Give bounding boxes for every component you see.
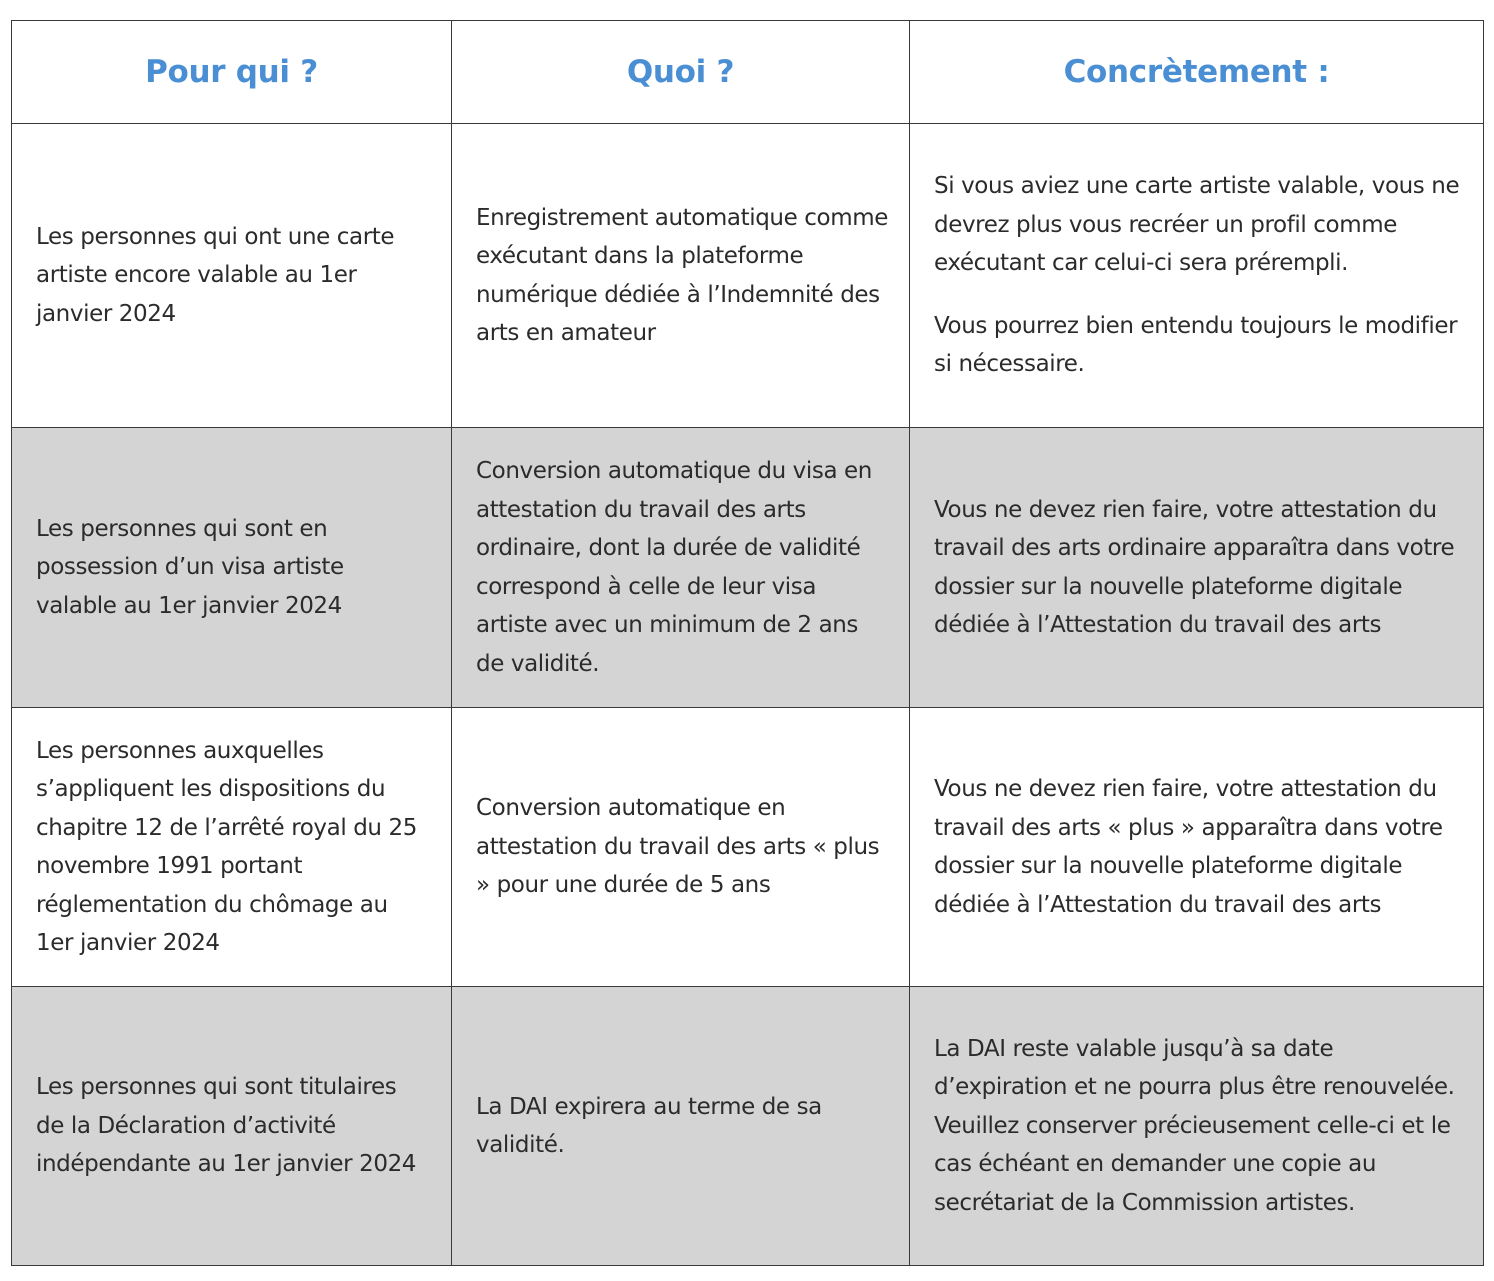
table-row xyxy=(12,428,1484,708)
cell-what: Enregistrement automatique comme exécutant dans la plateforme numérique dédiée à l’Indemnité des arts en amateur xyxy=(452,124,910,428)
table-row xyxy=(12,987,1484,1266)
paragraph: Si vous aviez une carte artiste valable, vous ne devrez plus vous recréer un profil comme exécutant car celui-ci sera prérempli. xyxy=(934,173,1460,277)
cell-concretely xyxy=(910,708,1484,987)
table-row xyxy=(12,124,1484,428)
header-concretely: Concrètement : xyxy=(910,21,1484,124)
paragraph: La DAI reste valable jusqu’à sa date d’expiration et ne pourra plus être renouvelée. Veuillez conserver précieusement celle-ci et le cas échéant en demander une copie au secrétariat de la Commission artistes. xyxy=(934,1035,1455,1216)
table-row xyxy=(12,708,1484,987)
cell-who: Les personnes auxquelles s’appliquent les dispositions du chapitre 12 de l’arrêté royal du 25 novembre 1991 portant réglementation du chômage au 1er janvier 2024 xyxy=(12,708,452,987)
paragraph: Vous pourrez bien entendu toujours le modifier si nécessaire. xyxy=(934,312,1458,378)
header-who: Pour qui ? xyxy=(12,21,452,124)
cell-what: Conversion automatique du visa en attestation du travail des arts ordinaire, dont la durée de validité correspond à celle de leur visa artiste avec un minimum de 2 ans de validité. xyxy=(452,428,910,708)
info-table xyxy=(11,20,1484,1266)
cell-who: Les personnes qui sont en possession d’un visa artiste valable au 1er janvier 2024 xyxy=(12,428,452,708)
paragraph: Vous ne devez rien faire, votre attestation du travail des arts ordinaire apparaîtra dans votre dossier sur la nouvelle plateforme digitale dédiée à l’Attestation du travail des arts xyxy=(934,496,1455,638)
cell-concretely xyxy=(910,428,1484,708)
cell-who: Les personnes qui sont titulaires de la Déclaration d’activité indépendante au 1er janvier 2024 xyxy=(12,987,452,1266)
cell-concretely xyxy=(910,124,1484,428)
cell-what: Conversion automatique en attestation du travail des arts « plus » pour une durée de 5 ans xyxy=(452,708,910,987)
cell-what: La DAI expirera au terme de sa validité. xyxy=(452,987,910,1266)
header-row xyxy=(12,21,1484,124)
cell-who: Les personnes qui ont une carte artiste encore valable au 1er janvier 2024 xyxy=(12,124,452,428)
cell-concretely xyxy=(910,987,1484,1266)
header-what: Quoi ? xyxy=(452,21,910,124)
paragraph: Vous ne devez rien faire, votre attestation du travail des arts « plus » apparaîtra dans votre dossier sur la nouvelle plateforme digitale dédiée à l’Attestation du travail des arts xyxy=(934,776,1443,918)
